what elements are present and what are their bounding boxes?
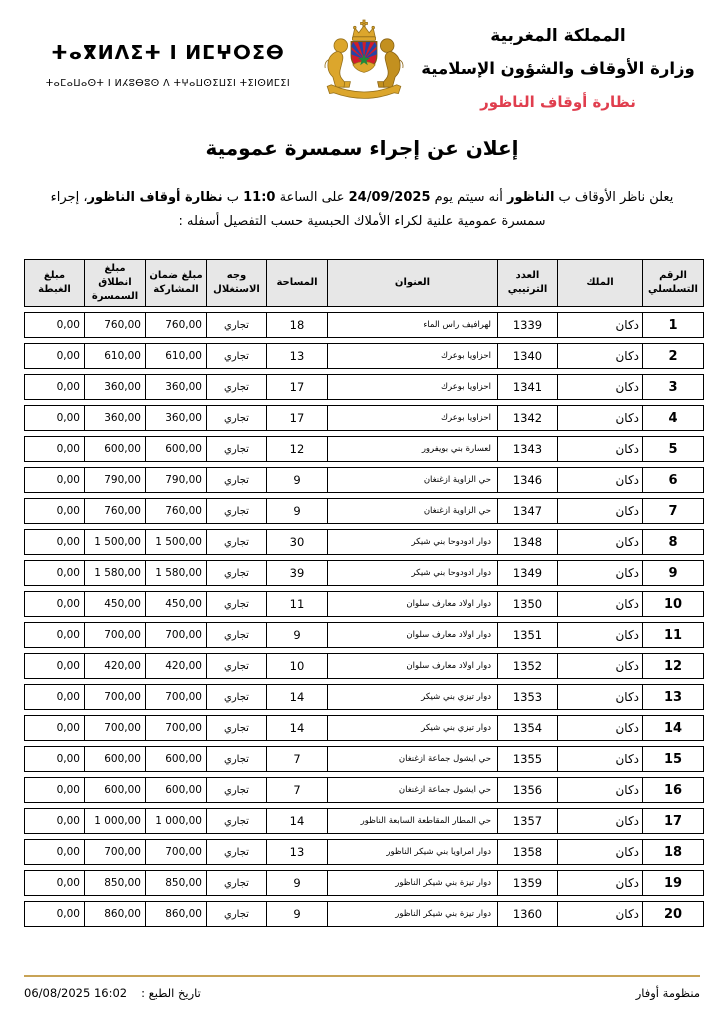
cell-start-amount: 760,00 [84,498,145,524]
cell-serial: 10 [642,591,704,617]
cell-ghibta: 0,00 [24,529,84,555]
cell-guarantee: 850,00 [145,870,206,896]
cell-guarantee: 420,00 [145,653,206,679]
cell-serial: 7 [642,498,704,524]
cell-ghibta: 0,00 [24,715,84,741]
cell-guarantee: 1 000,00 [145,808,206,834]
cell-property: دكان [557,808,642,834]
cell-property: دكان [557,653,642,679]
cell-area: 9 [266,901,327,927]
cell-guarantee: 790,00 [145,467,206,493]
cell-use: تجاري [206,436,266,462]
cell-area: 12 [266,436,327,462]
cell-area: 9 [266,498,327,524]
cell-serial: 5 [642,436,704,462]
cell-ordinal: 1351 [497,622,557,648]
cell-start-amount: 610,00 [84,343,145,369]
cell-ghibta: 0,00 [24,467,84,493]
table-row [24,622,704,648]
page-title: إعلان عن إجراء سمسرة عمومية [205,136,519,160]
tifinagh-header-block [24,10,312,89]
intro-text: على الساعة [275,190,349,205]
cell-ghibta: 0,00 [24,560,84,586]
cell-area: 9 [266,622,327,648]
cell-guarantee: 1 580,00 [145,560,206,586]
intro-time: 11:0 [243,190,276,205]
cell-address: دوار ادودوحا بني شيكر [327,560,497,586]
table-row [24,715,704,741]
cell-guarantee: 360,00 [145,405,206,431]
cell-serial: 3 [642,374,704,400]
cell-address: دوار تيزي بني شيكر [327,684,497,710]
cell-area: 17 [266,374,327,400]
table-row [24,901,704,927]
logo-container [312,10,416,114]
cell-address: احزاويا بوعرك [327,374,497,400]
cell-ghibta: 0,00 [24,343,84,369]
table-row [24,343,704,369]
cell-use: تجاري [206,777,266,803]
announcement-intro [24,186,700,234]
cell-ordinal: 1355 [497,746,557,772]
cell-use: تجاري [206,653,266,679]
table-row [24,436,704,462]
cell-property: دكان [557,560,642,586]
moroccan-coat-of-arms-icon [316,14,412,114]
table-header-row [24,259,704,307]
cell-guarantee: 600,00 [145,746,206,772]
cell-property: دكان [557,467,642,493]
cell-guarantee: 700,00 [145,622,206,648]
intro-venue: نظارة أوقاف الناظور [87,190,223,205]
cell-address: دوار تيزة بني شيكر الناظور [327,901,497,927]
cell-start-amount: 600,00 [84,746,145,772]
cell-area: 13 [266,343,327,369]
cell-ordinal: 1357 [497,808,557,834]
cell-start-amount: 450,00 [84,591,145,617]
cell-area: 14 [266,808,327,834]
cell-use: تجاري [206,374,266,400]
cell-serial: 2 [642,343,704,369]
cell-area: 11 [266,591,327,617]
print-date-label: تاريخ الطبع : [141,986,201,1000]
cell-area: 13 [266,839,327,865]
cell-start-amount: 700,00 [84,622,145,648]
table-row [24,405,704,431]
arabic-header-block [416,10,700,111]
cell-ordinal: 1359 [497,870,557,896]
cell-area: 7 [266,746,327,772]
table-row [24,374,704,400]
cell-guarantee: 860,00 [145,901,206,927]
col-header-use: وجه الاستغلال [206,259,266,307]
col-header-serial: الرقم التسلسلي [642,259,704,307]
cell-property: دكان [557,684,642,710]
cell-guarantee: 360,00 [145,374,206,400]
cell-address: دوار اولاد معارف سلوان [327,591,497,617]
cell-use: تجاري [206,529,266,555]
table-row [24,529,704,555]
cell-use: تجاري [206,839,266,865]
cell-area: 14 [266,684,327,710]
table-row [24,777,704,803]
auction-lots-table [24,254,704,932]
cell-start-amount: 700,00 [84,684,145,710]
intro-text: ، إجراء [50,190,88,205]
cell-start-amount: 1 000,00 [84,808,145,834]
cell-ordinal: 1358 [497,839,557,865]
table-row [24,467,704,493]
cell-ordinal: 1343 [497,436,557,462]
cell-ordinal: 1349 [497,560,557,586]
cell-ordinal: 1353 [497,684,557,710]
table-row [24,870,704,896]
cell-ghibta: 0,00 [24,653,84,679]
cell-ordinal: 1339 [497,312,557,338]
cell-use: تجاري [206,405,266,431]
cell-ghibta: 0,00 [24,870,84,896]
cell-serial: 6 [642,467,704,493]
cell-serial: 8 [642,529,704,555]
cell-use: تجاري [206,684,266,710]
cell-start-amount: 700,00 [84,839,145,865]
cell-start-amount: 420,00 [84,653,145,679]
cell-ghibta: 0,00 [24,622,84,648]
tifinagh-ministry-line: ⵜⴰⵎⴰⵡⴰⵙⵜ ⵏ ⵍⵃⵓⴱⵓⵙ ⴷ ⵜⵖⴰⵡⵙⵉⵡⵉⵏ ⵜⵉⵏⵙⵍⵎⵉⵏ [45,78,291,89]
cell-use: تجاري [206,560,266,586]
cell-use: تجاري [206,901,266,927]
cell-start-amount: 1 500,00 [84,529,145,555]
intro-date: 24/09/2025 [348,190,431,205]
cell-property: دكان [557,591,642,617]
cell-use: تجاري [206,746,266,772]
cell-property: دكان [557,374,642,400]
cell-ghibta: 0,00 [24,746,84,772]
cell-area: 14 [266,715,327,741]
cell-ghibta: 0,00 [24,436,84,462]
cell-start-amount: 1 580,00 [84,560,145,586]
cell-guarantee: 700,00 [145,715,206,741]
cell-address: حي ايشول جماعة ازغنغان [327,777,497,803]
cell-address: دوار ادودوحا بني شيكر [327,529,497,555]
cell-area: 10 [266,653,327,679]
cell-guarantee: 1 500,00 [145,529,206,555]
cell-property: دكان [557,901,642,927]
cell-serial: 14 [642,715,704,741]
cell-ghibta: 0,00 [24,839,84,865]
cell-start-amount: 600,00 [84,777,145,803]
cell-address: حي المطار المقاطعة السابعة الناظور [327,808,497,834]
cell-ordinal: 1356 [497,777,557,803]
cell-ordinal: 1342 [497,405,557,431]
cell-ghibta: 0,00 [24,777,84,803]
cell-use: تجاري [206,498,266,524]
cell-ghibta: 0,00 [24,374,84,400]
cell-serial: 15 [642,746,704,772]
cell-property: دكان [557,312,642,338]
document-header [24,10,700,114]
cell-ordinal: 1354 [497,715,557,741]
cell-use: تجاري [206,808,266,834]
cell-start-amount: 790,00 [84,467,145,493]
cell-property: دكان [557,436,642,462]
cell-ordinal: 1360 [497,901,557,927]
cell-property: دكان [557,777,642,803]
col-header-property: الملك [557,259,642,307]
col-header-start-amount: مبلغ انطلاق السمسرة [84,259,145,307]
cell-guarantee: 450,00 [145,591,206,617]
cell-address: حي ايشول جماعة ازغنغان [327,746,497,772]
intro-city: الناظور [507,190,555,205]
cell-serial: 19 [642,870,704,896]
cell-property: دكان [557,405,642,431]
cell-property: دكان [557,498,642,524]
cell-start-amount: 760,00 [84,312,145,338]
cell-area: 18 [266,312,327,338]
cell-address: لعسارة بني بويفرور [327,436,497,462]
cell-area: 17 [266,405,327,431]
print-date-value: 06/08/2025 16:02 [24,986,128,1000]
print-date [24,986,201,1000]
cell-guarantee: 760,00 [145,498,206,524]
cell-ghibta: 0,00 [24,684,84,710]
cell-ghibta: 0,00 [24,312,84,338]
cell-property: دكان [557,343,642,369]
cell-use: تجاري [206,591,266,617]
cell-start-amount: 360,00 [84,374,145,400]
cell-serial: 9 [642,560,704,586]
cell-ordinal: 1348 [497,529,557,555]
intro-text: أنه سيتم يوم [430,190,507,205]
cell-use: تجاري [206,343,266,369]
table-row [24,808,704,834]
table-row [24,684,704,710]
cell-ghibta: 0,00 [24,901,84,927]
cell-ordinal: 1341 [497,374,557,400]
cell-start-amount: 600,00 [84,436,145,462]
cell-address: احزاويا بوعرك [327,343,497,369]
cell-property: دكان [557,839,642,865]
directorate-title: نظارة أوقاف الناظور [480,93,636,111]
cell-use: تجاري [206,622,266,648]
table-row [24,653,704,679]
cell-serial: 17 [642,808,704,834]
intro-text: يعلن ناظر الأوقاف ب [554,190,674,205]
cell-serial: 16 [642,777,704,803]
cell-serial: 13 [642,684,704,710]
cell-serial: 18 [642,839,704,865]
cell-address: احزاويا بوعرك [327,405,497,431]
cell-area: 9 [266,870,327,896]
cell-address: لهرافيف راس الماء [327,312,497,338]
cell-guarantee: 600,00 [145,777,206,803]
cell-address: دوار امراويا بني شيكر الناظور [327,839,497,865]
cell-property: دكان [557,870,642,896]
cell-area: 9 [266,467,327,493]
cell-property: دكان [557,746,642,772]
table-row [24,839,704,865]
cell-guarantee: 760,00 [145,312,206,338]
cell-area: 39 [266,560,327,586]
cell-address: دوار تيزة بني شيكر الناظور [327,870,497,896]
cell-address: حي الزاوية ازغنغان [327,467,497,493]
system-name: منظومة أوفار [635,986,700,1000]
cell-use: تجاري [206,870,266,896]
ministry-title: وزارة الأوقاف والشؤون الإسلامية [421,59,695,78]
cell-ghibta: 0,00 [24,808,84,834]
cell-guarantee: 610,00 [145,343,206,369]
cell-serial: 20 [642,901,704,927]
cell-serial: 1 [642,312,704,338]
cell-address: حي الزاوية ازغنغان [327,498,497,524]
cell-address: دوار تيزي بني شيكر [327,715,497,741]
cell-serial: 11 [642,622,704,648]
cell-ghibta: 0,00 [24,498,84,524]
col-header-guarantee: مبلغ ضمان المشاركة [145,259,206,307]
cell-property: دكان [557,622,642,648]
cell-area: 7 [266,777,327,803]
col-header-area: المساحة [266,259,327,307]
cell-ordinal: 1347 [497,498,557,524]
cell-start-amount: 360,00 [84,405,145,431]
document-footer [24,975,700,1000]
cell-guarantee: 700,00 [145,684,206,710]
footer-divider [24,975,700,977]
intro-line2: سمسرة عمومية علنية لكراء الأملاك الحبسية حسب التفصيل أسفله : [178,214,546,230]
cell-ghibta: 0,00 [24,591,84,617]
table-row [24,312,704,338]
cell-guarantee: 700,00 [145,839,206,865]
cell-address: دوار اولاد معارف سلوان [327,653,497,679]
cell-property: دكان [557,715,642,741]
cell-use: تجاري [206,312,266,338]
cell-serial: 4 [642,405,704,431]
cell-area: 30 [266,529,327,555]
cell-ordinal: 1340 [497,343,557,369]
kingdom-title: المملكة المغربية [490,26,626,46]
col-header-address: العنوان [327,259,497,307]
intro-text: ب [222,190,244,205]
cell-start-amount: 860,00 [84,901,145,927]
cell-address: دوار اولاد معارف سلوان [327,622,497,648]
cell-use: تجاري [206,467,266,493]
cell-guarantee: 600,00 [145,436,206,462]
cell-ordinal: 1350 [497,591,557,617]
table-row [24,591,704,617]
cell-serial: 12 [642,653,704,679]
cell-start-amount: 850,00 [84,870,145,896]
cell-start-amount: 700,00 [84,715,145,741]
cell-ghibta: 0,00 [24,405,84,431]
table-row [24,746,704,772]
table-row [24,498,704,524]
cell-ordinal: 1346 [497,467,557,493]
tifinagh-kingdom-line: ⵜⴰⴳⵍⴷⵉⵜ ⵏ ⵍⵎⵖⵔⵉⴱ [51,42,285,64]
cell-property: دكان [557,529,642,555]
cell-ordinal: 1352 [497,653,557,679]
cell-use: تجاري [206,715,266,741]
table-row [24,560,704,586]
col-header-ordinal: العدد الترتيبي [497,259,557,307]
col-header-ghibta: مبلغ الغبطة [24,259,84,307]
